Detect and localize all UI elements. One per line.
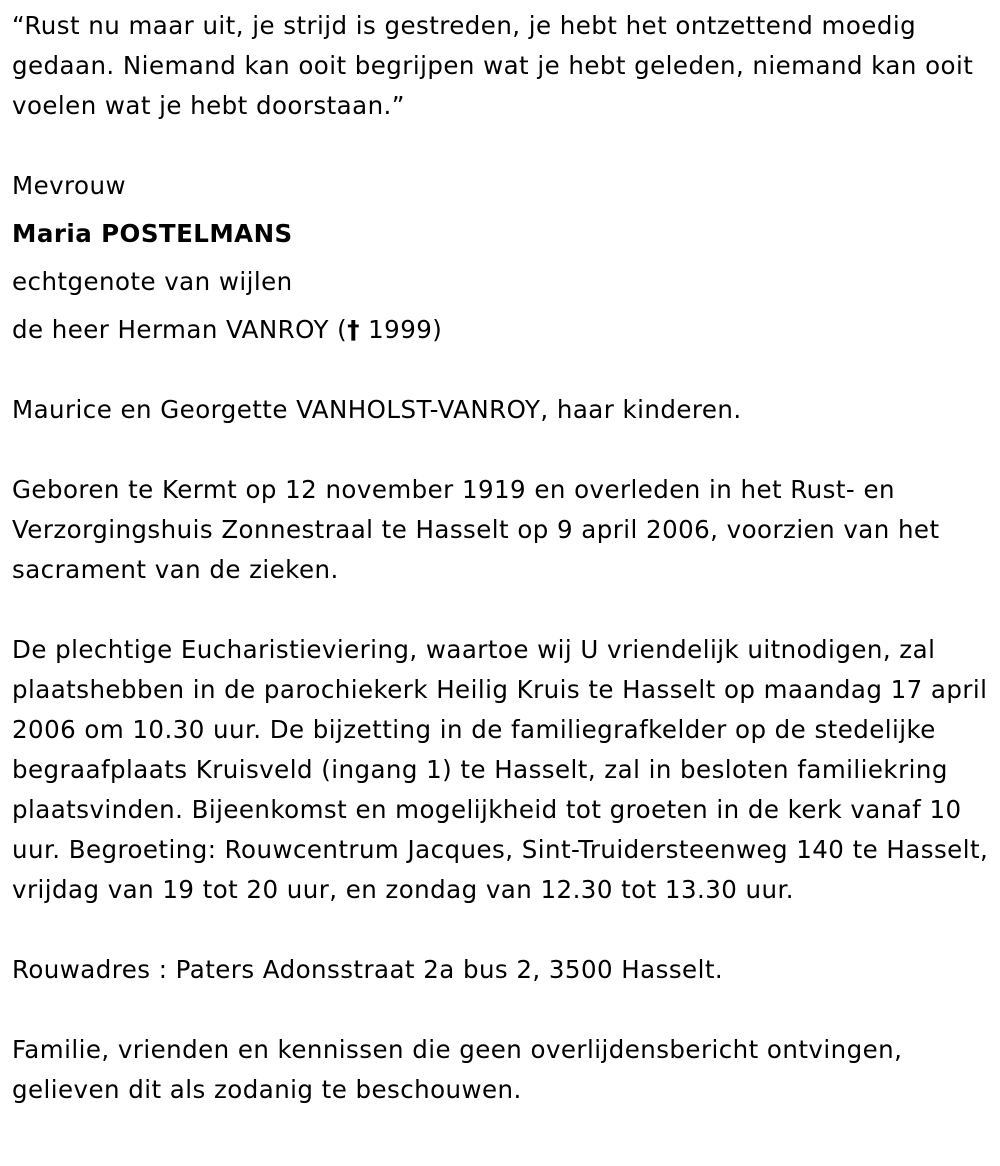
children-line: Maurice en Georgette VANHOLST-VANROY, haar kinderen. [12, 395, 742, 424]
husband-prefix: de heer Herman VANROY ( [12, 315, 348, 344]
deceased-title: Mevrouw [12, 171, 126, 200]
closing-paragraph: Familie, vrienden en kennissen die geen overlijdensbericht ontvingen, gelieven dit als zodanig te beschouwen. [12, 1035, 903, 1104]
cross-icon: † [347, 315, 360, 344]
husband-suffix: 1999) [359, 315, 443, 344]
ceremony-paragraph: De plechtige Eucharistieviering, waartoe wij U vriendelijk uitnodigen, zal plaatshebben in de parochiekerk Heilig Kruis te Hasselt op maandag 17 april 2006 om 10.30 uur. De bijzetting in de familiegrafkelder op de stedelijke begraafplaats Kruisveld (ingang 1) te Hasselt, zal in besloten familiekring plaatsvinden. Bijeenkomst en mogelijkheid tot groeten in de kerk vanaf 10 uur. Begroeting: Rouwcentrum Jacques, Sint-Truidersteenweg 140 te Hasselt, vrijdag van 19 tot 20 uur, en zondag van 12.30 tot 13.30 uur. [12, 635, 989, 904]
deceased-block [12, 166, 992, 350]
deceased-name: Maria POSTELMANS [12, 219, 293, 248]
birth-death-paragraph: Geboren te Kermt op 12 november 1919 en overleden in het Rust- en Verzorgingshuis Zonnestraal te Hasselt op 9 april 2006, voorzien van het sacrament van de zieken. [12, 475, 940, 584]
relation-text: echtgenote van wijlen [12, 267, 293, 296]
obituary-notice [12, 0, 992, 1110]
husband-line [12, 310, 992, 350]
opening-quote: “Rust nu maar uit, je strijd is gestreden, je hebt het ontzettend moedig gedaan. Niemand kan ooit begrijpen wat je hebt geleden, niemand kan ooit voelen wat je hebt doorstaan.” [12, 11, 974, 120]
mourning-address: Rouwadres : Paters Adonsstraat 2a bus 2, 3500 Hasselt. [12, 955, 724, 984]
